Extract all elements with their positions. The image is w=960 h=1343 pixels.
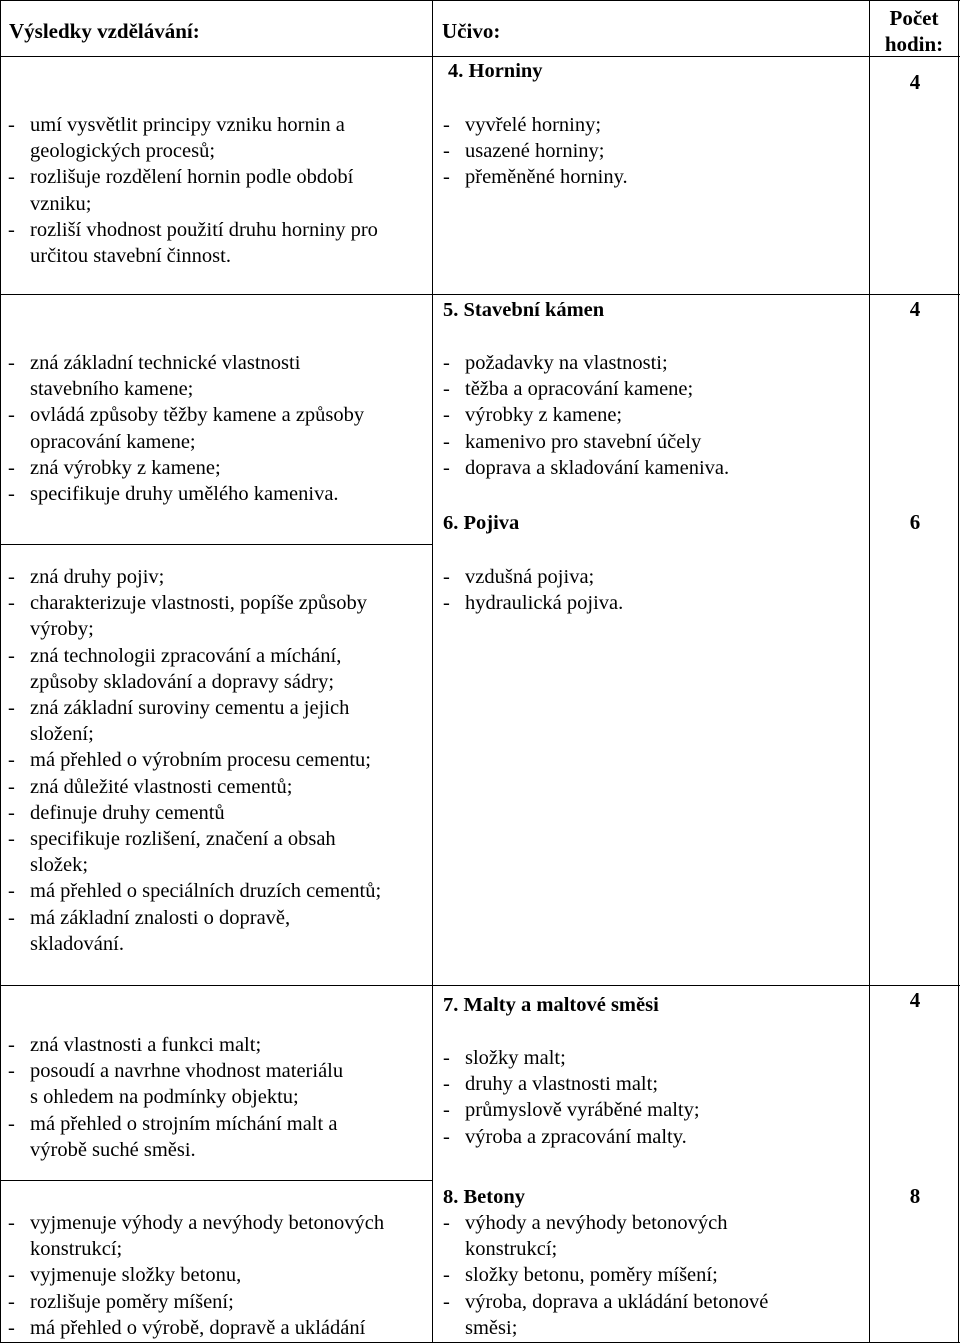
list-item: - složky betonu, poměry míšení; xyxy=(443,1262,768,1288)
row-divider-left-1 xyxy=(0,544,432,545)
list-item: - zná základní technické vlastnosti xyxy=(8,350,364,376)
list-item: - specifikuje rozlišení, značení a obsah xyxy=(8,826,381,852)
hours-count: 4 xyxy=(909,297,921,321)
list-item-continuation xyxy=(8,138,378,164)
list-item-continuation xyxy=(443,1315,768,1341)
header-content: Učivo: xyxy=(442,19,501,43)
content-list xyxy=(443,1210,768,1341)
list-item: - výroba, doprava a ukládání betonové xyxy=(443,1289,768,1315)
hours-count: 6 xyxy=(909,510,921,534)
continuation-text: směsi; xyxy=(465,1316,518,1339)
continuation-text: složek; xyxy=(30,854,89,877)
list-item: - posoudí a navrhne vhodnost materiálu xyxy=(8,1058,343,1084)
continuation-text: způsoby skladování a dopravy sádry; xyxy=(30,670,335,693)
list-item-continuation xyxy=(8,191,378,217)
list-item: - zná základní suroviny cementu a jejich xyxy=(8,695,381,721)
list-item-continuation xyxy=(8,376,364,402)
topic-title: 8. Betony xyxy=(443,1186,525,1208)
header-hours-line2: hodin: xyxy=(884,32,944,56)
topic-title: 6. Pojiva xyxy=(443,512,520,534)
list-item: - vyjmenuje výhody a nevýhody betonových xyxy=(8,1210,384,1236)
content-list xyxy=(443,1045,700,1150)
list-item: - charakterizuje vlastnosti, popíše způsoby xyxy=(8,590,381,616)
row-divider-2 xyxy=(0,985,960,986)
continuation-text: složení; xyxy=(30,723,94,746)
continuation-text: konstrukcí; xyxy=(465,1238,558,1261)
list-item-continuation xyxy=(8,1236,384,1262)
hours-count: 4 xyxy=(909,988,921,1012)
column-divider-1 xyxy=(432,0,433,1343)
outcomes-list xyxy=(8,1210,384,1341)
list-item: - těžba a opracování kamene; xyxy=(443,376,729,402)
list-item: - zná druhy pojiv; xyxy=(8,564,381,590)
table-border-top xyxy=(0,0,960,1)
topic-title: 5. Stavební kámen xyxy=(443,299,605,321)
hours-count: 4 xyxy=(909,70,921,94)
continuation-text: výroby; xyxy=(30,618,94,641)
row-divider-1 xyxy=(0,294,960,295)
list-item: - výroba a zpracování malty. xyxy=(443,1124,700,1150)
list-item: - vzdušná pojiva; xyxy=(443,564,623,590)
continuation-text: s ohledem na podmínky objektu; xyxy=(30,1086,299,1109)
list-item: - specifikuje druhy umělého kameniva. xyxy=(8,481,364,507)
hours-count: 8 xyxy=(909,1184,921,1208)
continuation-text: vzniku; xyxy=(30,192,92,215)
list-item-continuation xyxy=(8,616,381,642)
continuation-text: opracování kamene; xyxy=(30,430,196,453)
list-item: - průmyslově vyráběné malty; xyxy=(443,1097,700,1123)
list-item-continuation xyxy=(8,1084,343,1110)
list-item: - doprava a skladování kameniva. xyxy=(443,455,729,481)
list-item: - má přehled o výrobním procesu cementu; xyxy=(8,747,381,773)
continuation-text: určitou stavební činnost. xyxy=(30,245,231,268)
list-item: - zná technologii zpracování a míchání, xyxy=(8,643,381,669)
continuation-text: skladování. xyxy=(30,932,124,955)
list-item: - definuje druhy cementů xyxy=(8,800,381,826)
list-item: - požadavky na vlastnosti; xyxy=(443,350,729,376)
outcomes-list xyxy=(8,564,381,957)
content-list xyxy=(443,564,623,616)
header-hours-line1: Počet xyxy=(889,6,939,30)
list-item-continuation xyxy=(8,721,381,747)
outcomes-list xyxy=(8,350,364,507)
list-item: - ovládá způsoby těžby kamene a způsoby xyxy=(8,402,364,428)
header-outcomes: Výsledky vzdělávání: xyxy=(9,19,200,43)
list-item: - kamenivo pro stavební účely xyxy=(443,429,729,455)
list-item: - rozlišuje poměry míšení; xyxy=(8,1289,384,1315)
topic-title: 7. Malty a maltové směsi xyxy=(443,994,659,1016)
list-item: - druhy a vlastnosti malt; xyxy=(443,1071,700,1097)
list-item-continuation xyxy=(8,243,378,269)
content-list xyxy=(443,350,729,481)
list-item: - přeměněné horniny. xyxy=(443,164,628,190)
list-item: - vyvřelé horniny; xyxy=(443,112,628,138)
list-item: - zná výrobky z kamene; xyxy=(8,455,364,481)
list-item: - má základní znalosti o dopravě, xyxy=(8,905,381,931)
list-item: - rozliší vhodnost použití druhu horniny pro xyxy=(8,217,378,243)
list-item: - hydraulická pojiva. xyxy=(443,590,623,616)
list-item-continuation xyxy=(8,852,381,878)
list-item: - má přehled o výrobě, dopravě a ukládání xyxy=(8,1315,384,1341)
list-item: - usazené horniny; xyxy=(443,138,628,164)
table-border-left xyxy=(0,0,1,1343)
list-item: - rozlišuje rozdělení hornin podle období xyxy=(8,164,378,190)
list-item: - má přehled o strojním míchání malt a xyxy=(8,1111,343,1137)
list-item-continuation xyxy=(8,429,364,455)
outcomes-list xyxy=(8,112,378,269)
list-item: - zná důležité vlastnosti cementů; xyxy=(8,774,381,800)
outcomes-list xyxy=(8,1032,343,1163)
content-list xyxy=(443,112,628,191)
header-divider xyxy=(0,56,960,57)
list-item: - má přehled o speciálních druzích cementů; xyxy=(8,878,381,904)
list-item-continuation xyxy=(443,1236,768,1262)
list-item-continuation xyxy=(8,669,381,695)
list-item: - vyjmenuje složky betonu, xyxy=(8,1262,384,1288)
list-item: - složky malt; xyxy=(443,1045,700,1071)
list-item: - výrobky z kamene; xyxy=(443,402,729,428)
continuation-text: výrobě suché směsi. xyxy=(30,1138,196,1161)
column-divider-2 xyxy=(869,0,870,1343)
list-item: - výhody a nevýhody betonových xyxy=(443,1210,768,1236)
list-item: - zná vlastnosti a funkci malt; xyxy=(8,1032,343,1058)
continuation-text: konstrukcí; xyxy=(30,1238,123,1261)
topic-title: 4. Horniny xyxy=(448,60,543,82)
list-item-continuation xyxy=(8,1137,343,1163)
list-item-continuation xyxy=(8,931,381,957)
table-border-right xyxy=(958,0,959,1343)
row-divider-left-2 xyxy=(0,1180,432,1181)
list-item: - umí vysvětlit principy vzniku hornin a xyxy=(8,112,378,138)
continuation-text: geologických procesů; xyxy=(30,140,216,163)
continuation-text: stavebního kamene; xyxy=(30,378,194,401)
